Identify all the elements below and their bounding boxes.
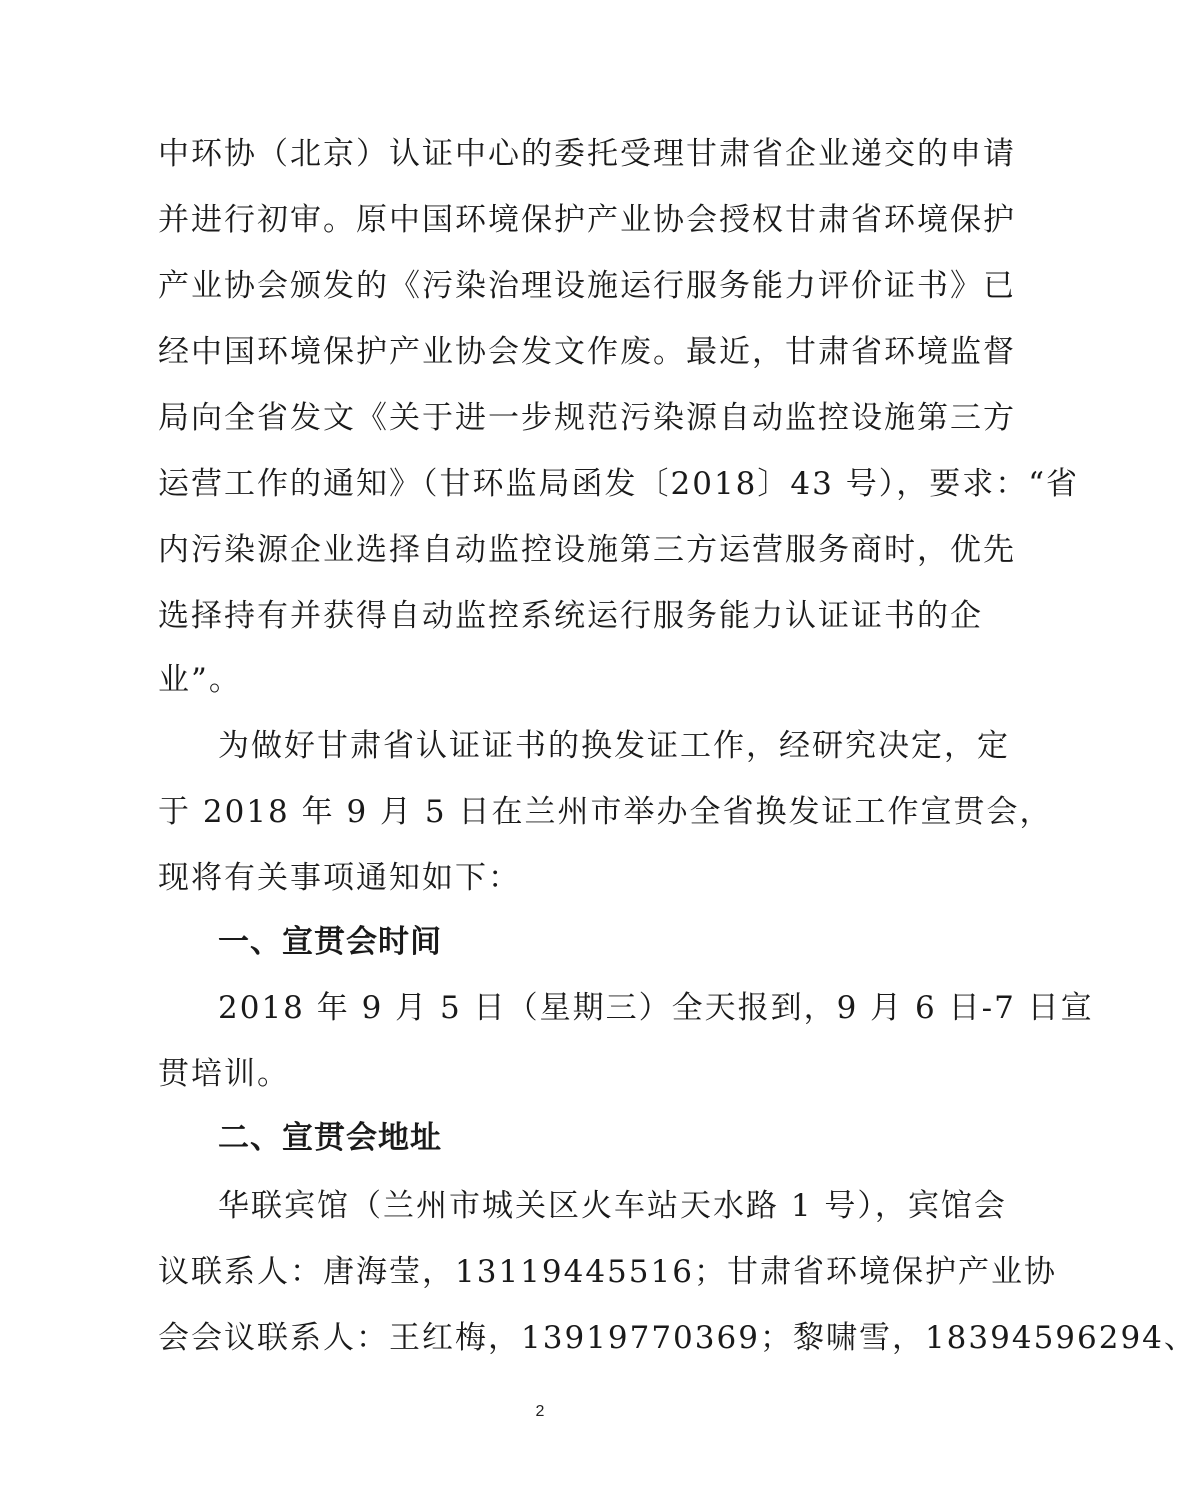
body-text-line: 2018 年 9 月 5 日（星期三）全天报到，9 月 6 日-7 日宣 xyxy=(218,990,1094,1026)
body-text-line: 内污染源企业选择自动监控设施第三方运营服务商时，优先 xyxy=(158,532,1016,568)
body-text-line: 于 2018 年 9 月 5 日在兰州市举办全省换发证工作宣贯会， xyxy=(158,794,1053,830)
body-text-line: 贯培训。 xyxy=(158,1056,290,1092)
section-heading: 二、宣贯会地址 xyxy=(218,1120,442,1156)
body-text-line: 中环协（北京）认证中心的委托受理甘肃省企业递交的申请 xyxy=(158,136,1016,172)
body-text-line: 业”。 xyxy=(158,662,242,698)
body-text-line: 运营工作的通知》（甘环监局函发〔2018〕43 号），要求：“省 xyxy=(158,466,1080,502)
body-text-line: 局向全省发文《关于进一步规范污染源自动监控设施第三方 xyxy=(158,400,1016,436)
body-text-line: 选择持有并获得自动监控系统运行服务能力认证证书的企 xyxy=(158,598,983,634)
body-text-line: 为做好甘肃省认证证书的换发证工作，经研究决定，定 xyxy=(218,728,1010,764)
body-text-line: 华联宾馆（兰州市城关区火车站天水路 1 号），宾馆会 xyxy=(218,1188,1007,1224)
section-heading: 一、宣贯会时间 xyxy=(218,924,442,960)
body-text-line: 产业协会颁发的《污染治理设施运行服务能力评价证书》已 xyxy=(158,268,1016,304)
body-text-line: 经中国环境保护产业协会发文作废。最近，甘肃省环境监督 xyxy=(158,334,1016,370)
body-text-line: 会会议联系人：王红梅，13919770369；黎啸雪，18394596294、 xyxy=(158,1320,1197,1356)
body-text-line: 现将有关事项通知如下： xyxy=(158,860,521,896)
body-text-line: 议联系人：唐海莹，13119445516；甘肃省环境保护产业协 xyxy=(158,1254,1057,1290)
page-number: 2 xyxy=(535,1403,545,1420)
body-text-line: 并进行初审。原中国环境保护产业协会授权甘肃省环境保护 xyxy=(158,202,1016,238)
